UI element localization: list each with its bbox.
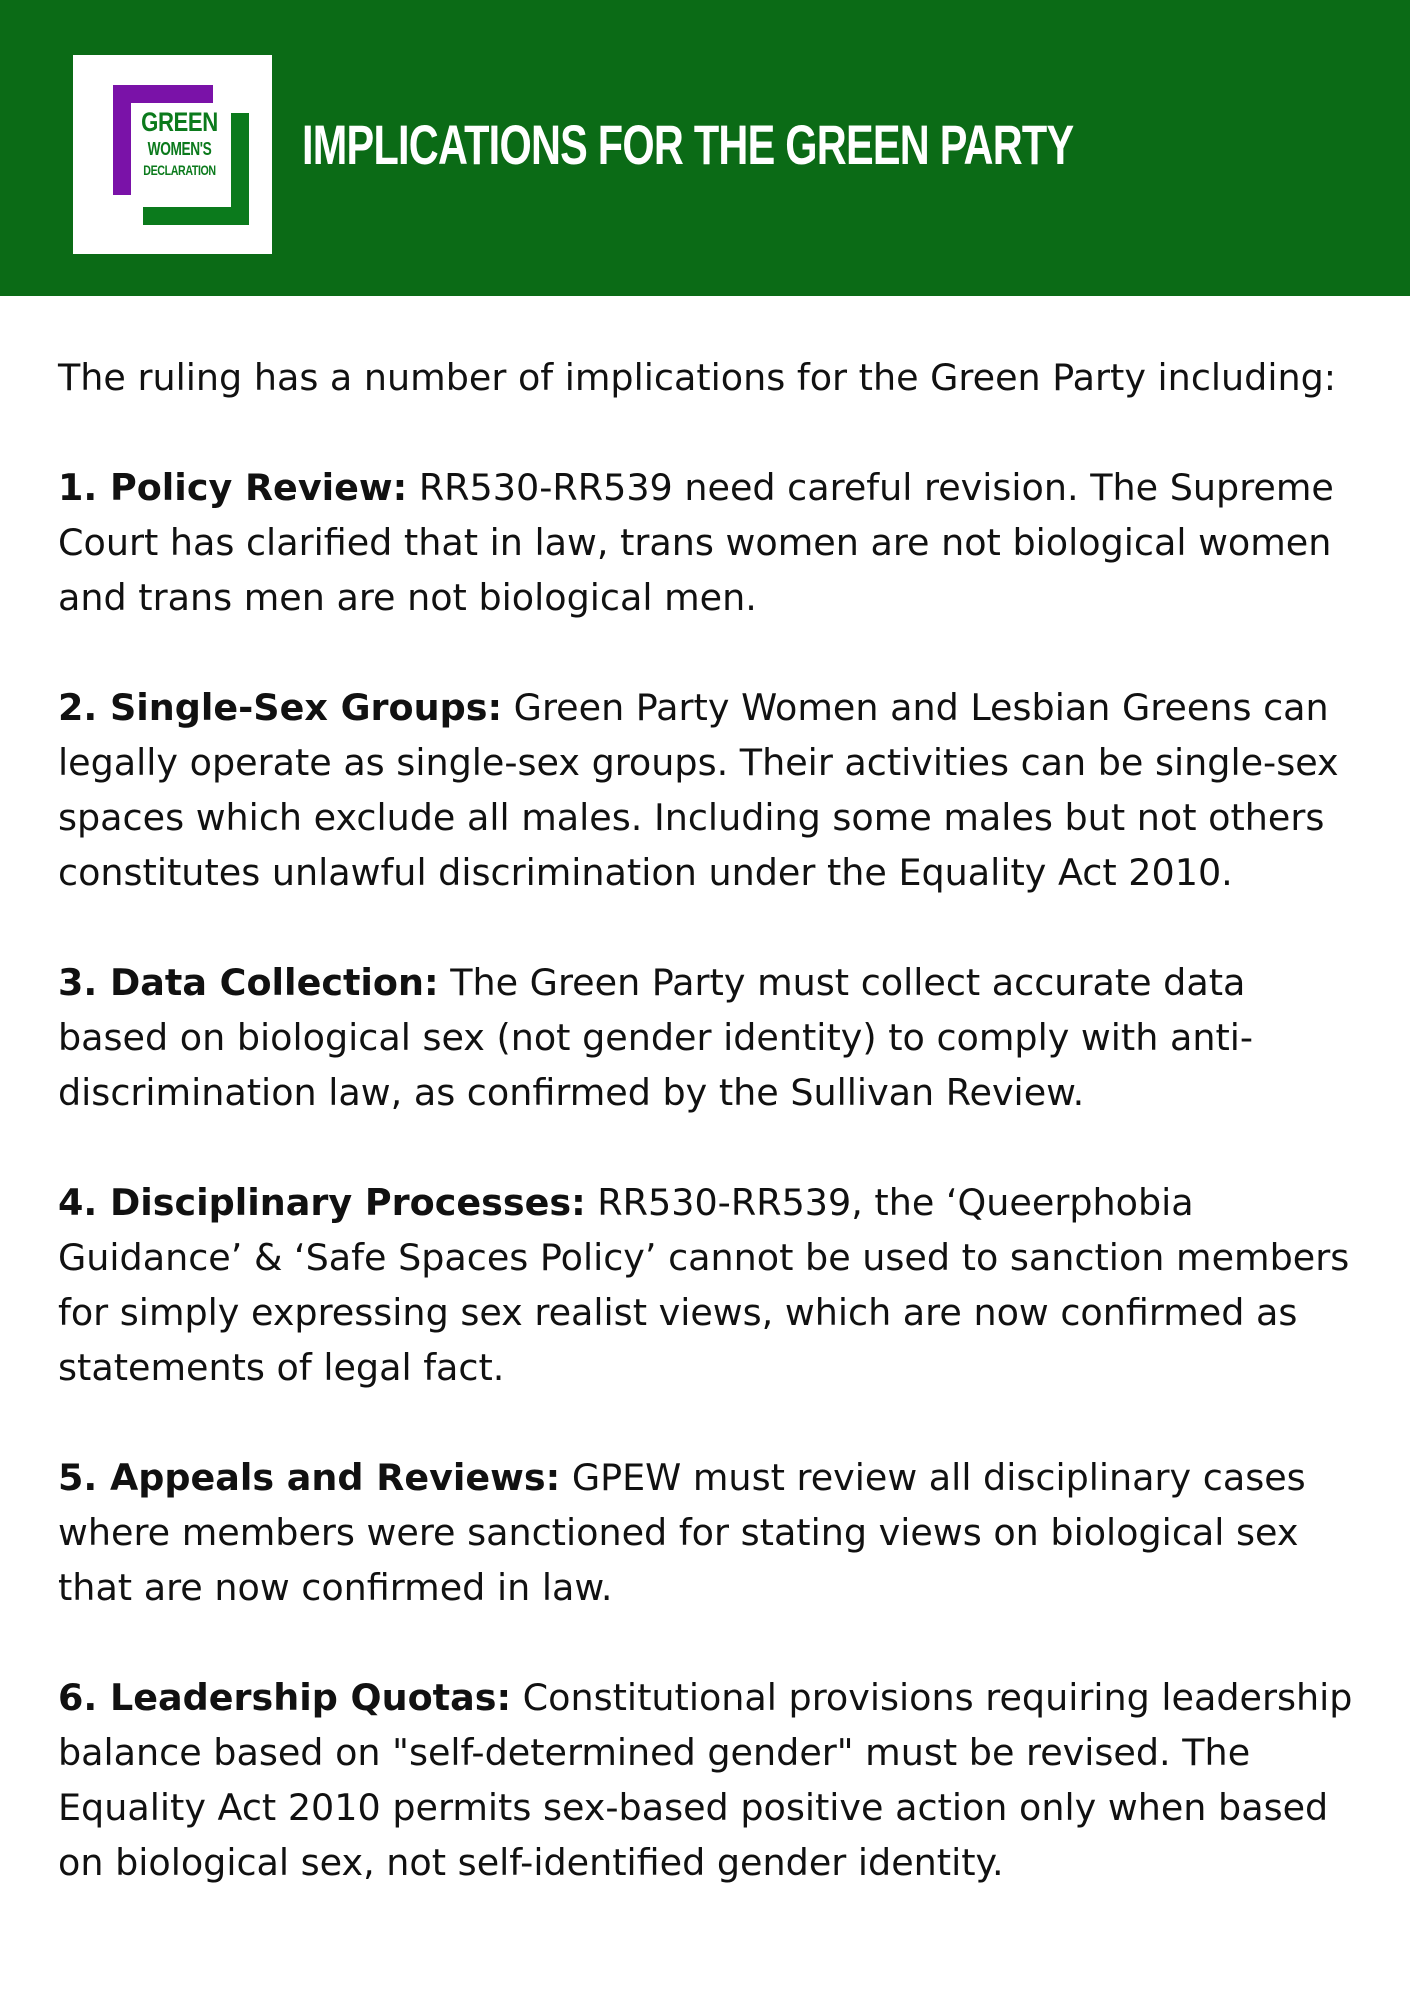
point-text: The Green Party must collect accurate data based on biological sex (not gender identity) to comply with anti-discrimination law, as confirmed by the Sullivan Review. [58,961,1254,1114]
point-heading: 1. Policy Review: [58,466,408,509]
logo-text-green: GREEN [141,107,218,137]
point-policy-review [58,460,1358,625]
point-heading: 6. Leadership Quotas: [58,1676,512,1719]
point-text: RR530-RR539, the ‘Queerphobia Guidance’ & ‘Safe Spaces Policy’ cannot be used to sanction members for simply expressing sex realist views, which are now confirmed as statements of legal fact. [58,1181,1350,1389]
point-data-collection [58,955,1358,1120]
content-body [58,350,1358,1945]
point-single-sex-groups [58,680,1358,900]
logo [73,55,272,254]
logo-purple-bracket-tail [113,160,131,195]
point-heading: 4. Disciplinary Processes: [58,1181,586,1224]
point-heading: 3. Data Collection: [58,961,439,1004]
point-appeals-and-reviews [58,1450,1358,1615]
point-disciplinary-processes [58,1175,1358,1395]
intro-paragraph: The ruling has a number of implications for the Green Party including: [58,356,1337,399]
point-heading: 5. Appeals and Reviews: [58,1456,561,1499]
point-leadership-quotas [58,1670,1358,1890]
point-heading: 2. Single-Sex Groups: [58,686,503,729]
point-text: GPEW must review all disciplinary cases where members were sanctioned for stating views on biological sex that are now confirmed in law. [58,1456,1306,1609]
point-text: RR530-RR539 need careful revision. The Supreme Court has clarified that in law, trans women are not biological women and trans men are not biological men. [58,466,1334,619]
point-text: Green Party Women and Lesbian Greens can legally operate as single-sex groups. Their activities can be single-sex spaces which exclude all males. Including some males but not others constitutes unlawful discrimination under the Equality Act 2010. [58,686,1339,894]
header-band [0,0,1410,296]
point-text: Constitutional provisions requiring leadership balance based on "self-determined gender" must be revised. The Equality Act 2010 permits sex-based positive action only when based on biological sex, not self-identified gender identity. [58,1676,1353,1884]
logo-text-womens: WOMEN'S [147,139,212,159]
page-title: IMPLICATIONS FOR THE GREEN PARTY [302,113,1074,176]
logo-text-declaration: DECLARATION [143,162,216,178]
